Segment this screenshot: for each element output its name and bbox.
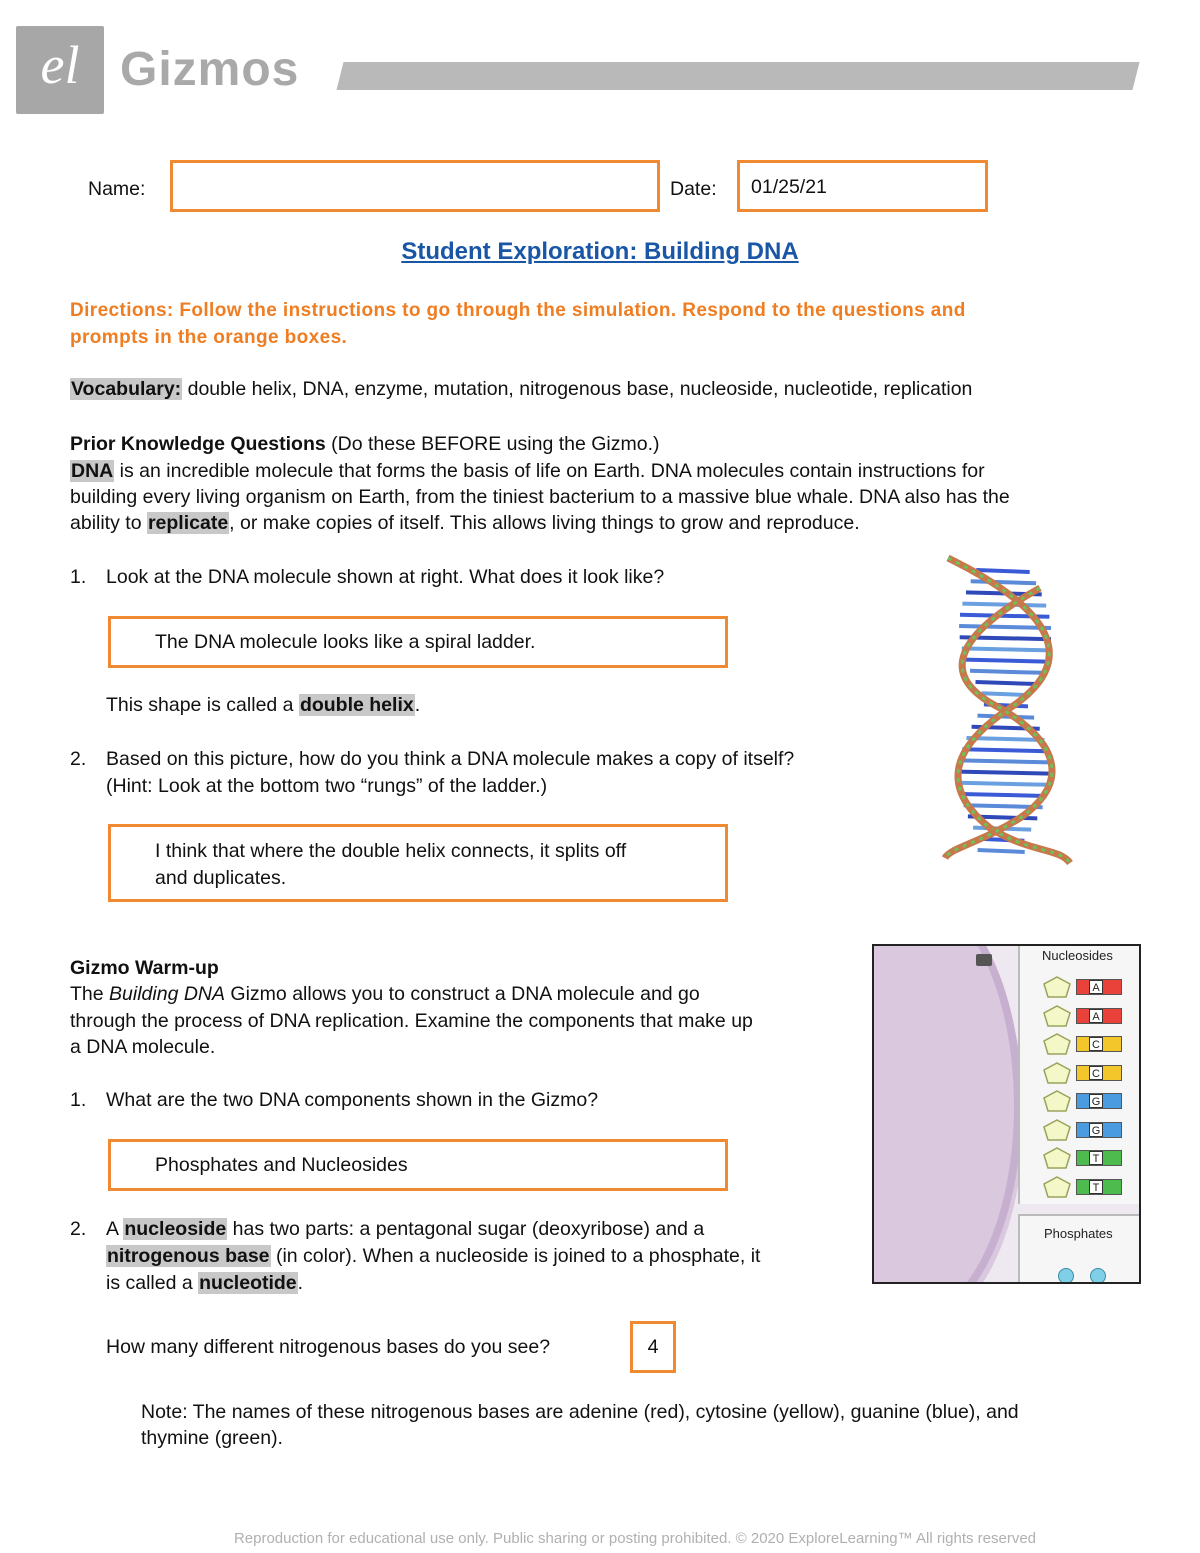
base-letter: T [1089,1180,1103,1194]
gizmos-header [0,0,1200,120]
prior-q2-line-2: (Hint: Look at the bottom two “rungs” of the ladder.) [106,775,548,797]
gizmo-screenshot [872,944,1141,1284]
prior-heading-label: Prior Knowledge Questions [70,433,326,455]
helix-rung [962,648,1050,650]
warmup-q2-a: A [106,1218,124,1240]
nitrogenous-base-tag [1076,1036,1122,1052]
helix-rung [961,794,1047,796]
warmup-line-1 [70,981,700,1008]
nucleoside-item[interactable] [1042,1119,1134,1141]
nucleoside-item[interactable] [1042,1033,1134,1055]
name-label: Name: [88,178,146,200]
prior-q1-text: Look at the DNA molecule shown at right. What does it look like? [106,566,665,588]
warmup-q2-line-3-post: . [297,1272,304,1294]
nucleoside-item[interactable] [1042,1090,1134,1112]
prior-knowledge-heading [70,431,660,458]
directions-line-2: prompts in the orange boxes. [70,327,348,348]
note-line-1: Note: The names of these nitrogenous bases are adenine (red), cytosine (yellow), guanine (blue), and [141,1401,1019,1423]
deoxyribose-sugar-icon [1042,1147,1072,1169]
prior-heading-note: (Do these BEFORE using the Gizmo.) [325,433,660,455]
phosphates-panel [1018,1214,1141,1284]
prior-line-1-text: is an incredible molecule that forms the basis of life on Earth. DNA molecules contain instructions for [114,460,985,482]
phosphate-icon[interactable] [1058,1268,1074,1284]
helix-rung [962,604,1046,606]
double-helix-sentence [106,692,420,719]
base-letter: A [1089,980,1103,994]
nitrogenous-base-tag [1076,1150,1122,1166]
warmup-heading: Gizmo Warm-up [70,957,219,979]
helix-rung [978,716,1035,718]
helix-rung [970,671,1042,673]
brand-name: Gizmos [120,43,300,96]
directions-line-1: Directions: Follow the instructions to go through the simulation. Respond to the questions and [70,300,966,321]
prior-q1-number: 1. [70,566,87,588]
prior-paragraph-line-1 [70,458,985,485]
prior-a2-box[interactable] [108,824,728,902]
nitrogenous-base-tag [1076,1122,1122,1138]
camera-icon[interactable] [976,954,992,966]
dna-double-helix-image [920,548,1090,872]
base-letter: G [1089,1094,1103,1108]
helix-rung [960,760,1050,762]
double-helix-term: double helix [299,694,414,716]
warmup-line-2: through the process of DNA replication. Examine the components that make up [70,1010,753,1032]
warmup-a1-text: Phosphates and Nucleosides [155,1154,408,1176]
helix-rung [976,682,1037,684]
prior-a1-box[interactable] [108,616,728,668]
prior-paragraph-line-2: building every living organism on Earth, from the tiniest bacterium to a massive blue whale. DNA also has the [70,486,1010,508]
prior-paragraph-line-3 [70,510,860,537]
page-title [0,238,1200,266]
helix-rung [959,783,1050,785]
helix-rung [976,570,1029,572]
deoxyribose-sugar-icon [1042,1033,1072,1055]
nucleotide-term: nucleotide [199,1272,297,1294]
replicate-term: replicate [147,512,229,534]
nucleosides-label: Nucleosides [1042,948,1113,963]
base-letter: G [1089,1123,1103,1137]
nucleoside-item[interactable] [1042,1005,1134,1027]
prior-a2-line-1: I think that where the double helix connects, it splits off [155,840,627,862]
nitrogenous-base-term: nitrogenous base [107,1245,270,1267]
shape-post: . [414,694,421,716]
base-letter: C [1089,1066,1103,1080]
warmup-q2-line-1-rest: has two parts: a pentagonal sugar (deoxyribose) and a [227,1218,705,1240]
base-letter: T [1089,1151,1103,1165]
warmup-q2-line-3-pre: is called a [106,1272,199,1294]
nucleoside-term: nucleoside [124,1218,227,1240]
nitrogenous-base-tag [1076,1065,1122,1081]
vocabulary-list: double helix, DNA, enzyme, mutation, nitrogenous base, nucleoside, nucleotide, replication [182,378,973,400]
deoxyribose-sugar-icon [1042,1090,1072,1112]
date-value: 01/25/21 [751,176,827,198]
nitrogenous-base-tag [1076,1179,1122,1195]
deoxyribose-sugar-icon [1042,976,1072,998]
warmup-line-1-post: Gizmo allows you to construct a DNA molecule and go [225,983,700,1005]
nucleoside-item[interactable] [1042,1147,1134,1169]
nucleoside-item[interactable] [1042,1062,1134,1084]
deoxyribose-sugar-icon [1042,1062,1072,1084]
nitrogenous-base-tag [1076,1008,1122,1024]
dna-term: DNA [71,460,114,482]
bases-question: How many different nitrogenous bases do you see? [106,1336,551,1358]
date-label: Date: [670,178,717,200]
note-line-2: thymine (green). [141,1427,283,1449]
warmup-q1-number: 1. [70,1089,87,1111]
warmup-q2-line-2-rest: (in color). When a nucleoside is joined to a phosphate, it [270,1245,761,1267]
base-letter: A [1089,1009,1103,1023]
name-field[interactable] [170,160,660,212]
nitrogenous-base-tag [1076,1093,1122,1109]
phosphates-label: Phosphates [1044,1226,1113,1241]
prior-a1-text: The DNA molecule looks like a spiral ladder. [155,631,536,653]
gizmo-name: Building DNA [109,983,226,1005]
deoxyribose-sugar-icon [1042,1176,1072,1198]
helix-rung [965,660,1046,662]
warmup-line-3: a DNA molecule. [70,1036,216,1058]
nucleoside-item[interactable] [1042,1176,1134,1198]
warmup-q2-line-2 [106,1243,760,1270]
helix-rung [962,749,1048,751]
cell-membrane [872,944,1022,1284]
explorelearning-logo-icon [16,26,104,114]
phosphate-icon[interactable] [1090,1268,1106,1284]
vocabulary-label: Vocabulary: [71,378,182,400]
bases-answer: 4 [647,1336,659,1358]
footer-copyright: Reproduction for educational use only. Public sharing or posting prohibited. © 2020 ExploreLearning™ All rights reserved [233,1530,1037,1547]
warmup-q2-line-3 [106,1270,303,1297]
warmup-line-1-pre: The [70,983,110,1005]
prior-q2-line-1: Based on this picture, how do you think a DNA molecule makes a copy of itself? [106,748,795,770]
header-bar [337,62,1140,90]
bases-answer-box[interactable] [630,1321,676,1373]
deoxyribose-sugar-icon [1042,1119,1072,1141]
base-letter: C [1089,1037,1103,1051]
helix-rung [971,581,1036,583]
warmup-q2-line-1 [106,1216,704,1243]
warmup-q1-text: What are the two DNA components shown in the Gizmo? [106,1089,599,1111]
prior-line-3-post: , or make copies of itself. This allows living things to grow and reproduce. [229,512,860,534]
prior-a2-line-2: and duplicates. [155,867,287,889]
vocabulary [70,376,972,403]
warmup-a1-box[interactable] [108,1139,728,1191]
nitrogenous-base-tag [1076,979,1122,995]
helix-rung [978,850,1025,852]
prior-line-3-pre: ability to [70,512,147,534]
prior-q2-number: 2. [70,748,87,770]
title-text: Student Exploration: Building DNA [401,238,799,265]
date-field[interactable] [737,160,988,212]
deoxyribose-sugar-icon [1042,1005,1072,1027]
warmup-q2-number: 2. [70,1218,87,1240]
logo-mark: el [40,35,80,95]
nucleoside-item[interactable] [1042,976,1134,998]
shape-pre: This shape is called a [106,694,299,716]
helix-rung [958,772,1050,774]
